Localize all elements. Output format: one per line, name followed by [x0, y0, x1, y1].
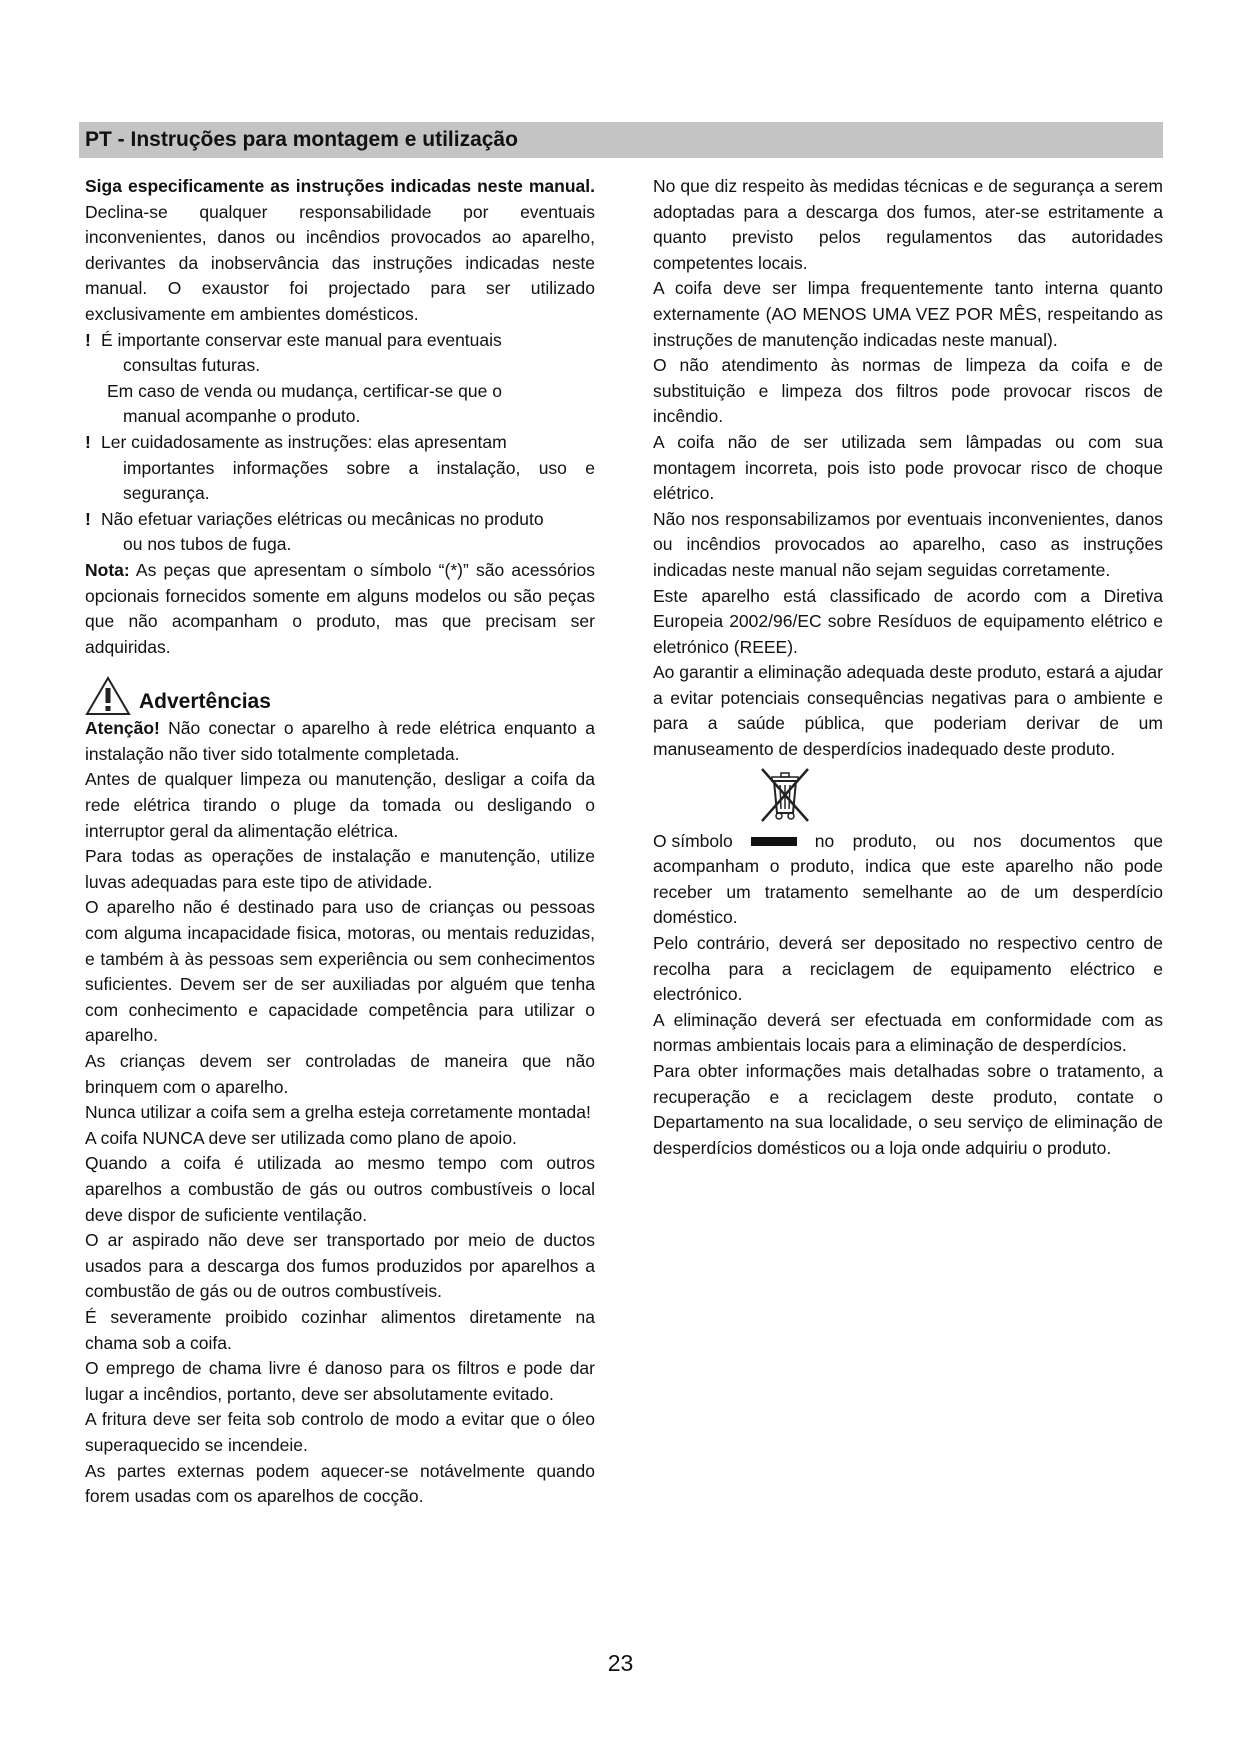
disposal-paragraph: Para obter informações mais detalhadas sobre o tratamento, a recuperação e a reciclagem deste produto, contate o Departamento na sua localidade, o seu serviço de eliminação de desperdícios domésticos ou a loja onde adquiriu o produto. — [653, 1061, 1163, 1158]
info-paragraph: A coifa deve ser limpa frequentemente tanto interna quanto externamente (AO MENOS UMA VEZ POR MÊS, respeitando as instruções de manutenção indicadas neste manual). — [653, 278, 1163, 350]
note-item-1-cont: consultas futuras. — [123, 355, 261, 376]
left-column — [85, 174, 595, 1510]
crossed-bin-icon — [758, 767, 812, 825]
nota-paragraph — [85, 558, 595, 660]
symbol-before: O símbolo — [653, 830, 733, 851]
exclamation-mark: ! — [85, 329, 91, 350]
info-paragraph: O não atendimento às normas de limpeza da coifa e de substituição e limpeza dos filtros pode provocar riscos de incêndio. — [653, 355, 1163, 427]
right-column — [653, 174, 1163, 1161]
info-paragraph: A coifa não de ser utilizada sem lâmpadas ou com sua montagem incorreta, pois isto pode provocar risco de choque elétrico. — [653, 431, 1163, 504]
warning-paragraph: As partes externas podem aquecer-se notávelmente quando forem usadas com os aparelhos de cocção. — [85, 1460, 595, 1507]
weee-bar-icon — [751, 837, 797, 846]
warning-paragraph: Antes de qualquer limpeza ou manutenção, desligar a coifa da rede elétrica tirando o pluge da tomada ou desligando o interruptor geral da alimentação elétrica. — [85, 769, 595, 841]
intro-bold: Siga especificamente as instruções indicadas neste manual. — [85, 176, 595, 196]
note-item-1-text: É importante conservar este manual para eventuais — [101, 329, 502, 350]
warning-paragraph: O ar aspirado não deve ser transportado por meio de ductos usados para a descarga dos fumos produzidos por aparelhos a combustão de gás ou de outros combustíveis. — [85, 1230, 595, 1302]
warning-paragraph: É severamente proibido cozinhar alimentos diretamente na chama sob a coifa. — [85, 1306, 595, 1353]
intro-text: Declina-se qualquer responsabilidade por eventuais inconvenientes, danos ou incêndios provocados ao aparelho, derivantes da inobservância das instruções indicadas neste manual. O exaustor foi projectado para ser utilizado exclusivamente em ambientes domésticos. — [85, 201, 595, 324]
warning-paragraph: O aparelho não é destinado para uso de crianças ou pessoas com alguma incapacidade fisica, motoras, ou mentais reduzidas, e também à às pessoas sem experiência ou sem conhecimentos suficientes. Devem ser de ser auxiliadas por alguém que tenha com conhecimento e capacidade competência para utilizar o aparelho. — [85, 897, 595, 1046]
note-item-3-text: Não efetuar variações elétricas ou mecânicas no produto — [101, 508, 544, 529]
section-title: PT - Instruções para montagem e utilização — [85, 128, 518, 151]
note-item-1 — [85, 328, 595, 354]
warning-paragraph: A fritura deve ser feita sob controlo de modo a evitar que o óleo superaquecido se incendeie. — [85, 1409, 595, 1455]
info-paragraph: No que diz respeito às medidas técnicas e de segurança a serem adoptadas para a descarga dos fumos, ater-se estritamente a quanto previsto pelos regulamentos das autoridades competentes locais. — [653, 176, 1163, 273]
symbol-after: no produto, ou nos documentos que — [814, 830, 1163, 851]
section-header — [79, 122, 1163, 158]
sale-line-1: Em caso de venda ou mudança, certificar-se que o — [107, 380, 502, 401]
warning-paragraph: A coifa NUNCA deve ser utilizada como plano de apoio. — [85, 1127, 517, 1148]
note-item-2-text: Ler cuidadosamente as instruções: elas apresentam — [101, 431, 507, 452]
exclamation-mark: ! — [85, 431, 91, 452]
note-item-3-cont: ou nos tubos de fuga. — [123, 534, 292, 555]
warning-triangle-icon — [85, 676, 131, 716]
info-paragraph: Este aparelho está classificado de acordo com a Diretiva Europeia 2002/96/EC sobre Resíduos de equipamento elétrico e eletrónico (REEE). — [653, 585, 1163, 657]
warnings-title: Advertências — [139, 690, 271, 714]
sale-line-2: manual acompanhe o produto. — [123, 406, 361, 427]
warnings-heading — [85, 674, 595, 716]
warning-paragraph: Para todas as operações de instalação e manutenção, utilize luvas adequadas para este tipo de atividade. — [85, 846, 595, 892]
warning-paragraph: Nunca utilizar a coifa sem a grelha esteja corretamente montada! — [85, 1102, 591, 1123]
nota-text: As peças que apresentam o símbolo “(*)” são acessórios opcionais fornecidos somente em alguns modelos ou são peças que não acompanham o produto, mas que precisam ser adquiridas. — [85, 559, 595, 657]
info-paragraph: Não nos responsabilizamos por eventuais inconvenientes, danos ou incêndios provocados ao aparelho, caso as instruções indicadas neste manual não sejam seguidas corretamente. — [653, 508, 1163, 580]
page-number: 23 — [607, 1650, 634, 1676]
info-paragraph: Ao garantir a eliminação adequada deste produto, estará a ajudar a evitar potenciais consequências negativas para o ambiente e para a saúde pública, que poderiam derivar de um manuseamento de desperdícios inadequado deste produto. — [653, 662, 1163, 760]
disposal-paragraph: Pelo contrário, deverá ser depositado no respectivo centro de recolha para a reciclagem de equipamento eléctrico e electrónico. — [653, 933, 1163, 1005]
note-item-2-cont: importantes informações sobre a instalação, uso e segurança. — [123, 457, 595, 504]
intro-paragraph — [85, 174, 595, 328]
note-item-3 — [85, 507, 595, 533]
atencao-text: Não conectar o aparelho à rede elétrica enquanto a instalação não tiver sido totalmente completada. — [85, 718, 595, 764]
disposal-paragraph: A eliminação deverá ser efectuada em conformidade com as normas ambientais locais para a eliminação de desperdícios. — [653, 1009, 1163, 1056]
warning-paragraph: O emprego de chama livre é danoso para os filtros e pode dar lugar a incêndios, portanto, deve ser absolutamente evitado. — [85, 1358, 595, 1404]
nota-label: Nota: — [85, 559, 130, 580]
warning-paragraph: As crianças devem ser controladas de maneira que não brinquem com o aparelho. — [85, 1051, 595, 1097]
atencao-label: Atenção! — [85, 718, 160, 739]
note-item-2 — [85, 430, 595, 456]
warning-paragraph: Quando a coifa é utilizada ao mesmo tempo com outros aparelhos a combustão de gás ou outros combustíveis o local deve dispor de suficiente ventilação. — [85, 1153, 595, 1225]
symbol-rest: acompanham o produto, indica que este aparelho não pode receber um tratamento semelhante ao de um desperdício doméstico. — [653, 856, 1163, 928]
symbol-line — [653, 829, 1163, 855]
atencao-paragraph — [85, 716, 595, 767]
exclamation-mark: ! — [85, 508, 91, 529]
